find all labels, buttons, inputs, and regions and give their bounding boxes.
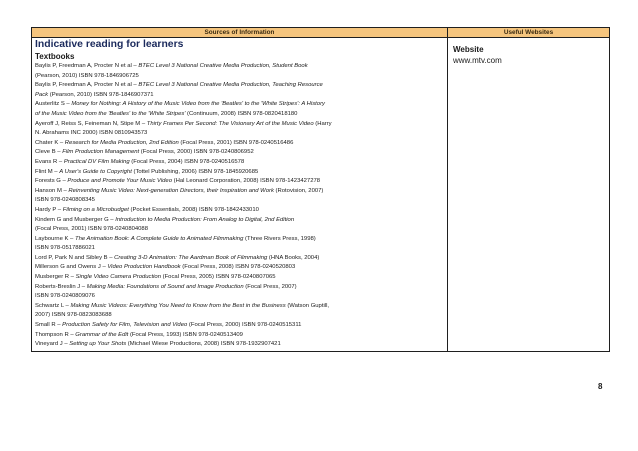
reading-title: BTEC Level 3 National Creative Media Production, Student Book [138, 63, 308, 69]
reading-list-item [35, 254, 445, 264]
reading-text: (Focal Press, 2007) [243, 283, 297, 290]
reading-text: Schwartz L – [35, 302, 71, 309]
reading-text: Forests G – [35, 178, 68, 185]
reading-text: Baylis P, Freedman A, Procter N et al – [35, 63, 139, 69]
reading-text: Chater K – [35, 139, 65, 146]
reading-text: (Pocket Essentials, 2008) ISBN 978-1842433010 [128, 206, 259, 213]
reading-title: Making Media: Foundations of Sound and Image Production [86, 283, 244, 290]
reading-title: Single Video Camera Production [75, 274, 161, 281]
reading-text: Vineyard J – [35, 341, 70, 348]
reading-text: Hardy P – [35, 206, 63, 213]
reading-list-item [35, 273, 445, 283]
reading-text: Millerson G and Owens J – [35, 264, 108, 271]
reading-title: Practical DV Film Making [63, 158, 130, 165]
reading-list-item [35, 292, 445, 302]
reading-list-item [35, 206, 445, 216]
reading-title: Introduction to Media Production: From Analog to Digital, 2nd Edition [115, 216, 295, 223]
reading-text: (Pearson, 2010) ISBN 978-1846907371 [48, 91, 154, 98]
reading-list-item [35, 72, 445, 82]
reading-text: Thompson R – [35, 331, 76, 338]
reading-list-item [35, 340, 445, 350]
reading-list-item [35, 91, 445, 101]
reading-text: (Continuum, 2008) ISBN 978-0820418180 [185, 110, 298, 117]
reading-text: (Hal Leonard Corporation, 2008) ISBN 978-1423427278 [172, 178, 321, 185]
reading-text: (Focal Press, 2001) ISBN 978-0240516486 [178, 139, 294, 146]
reading-text: Kindem G and Musberger G – [35, 216, 116, 223]
reading-text: (Rotovision, 2007) [273, 187, 324, 194]
reading-text: (HNA Books, 2004) [267, 254, 320, 261]
reading-list-item [35, 168, 445, 178]
reading-list-item [35, 311, 445, 321]
reading-text: ISBN 978-0240809076 [35, 293, 95, 300]
reading-title: Film Production Management [62, 149, 140, 156]
reading-text: (Watson Guptill, [285, 302, 330, 309]
reading-list-item [35, 110, 445, 120]
reading-list-item [35, 120, 445, 130]
reading-list-item [35, 263, 445, 273]
reading-text: Evans R – [35, 158, 64, 165]
reading-title: Thirty Frames Per Second: The Visionary Art of the Music Video [146, 120, 314, 127]
textbooks-subheading: Textbooks [35, 52, 75, 61]
reading-list-item [35, 100, 445, 110]
reading-text: (Focal Press, 2008) ISBN 978-0240520803 [180, 264, 296, 271]
reading-list-item [35, 331, 445, 341]
reading-title: Money for Nothing: A History of the Music Video from the 'Beatles' to the 'White Stripes': A History [71, 101, 325, 108]
section-heading: Indicative reading for learners [35, 39, 184, 50]
reading-title: Setting up Your Shots [69, 341, 127, 348]
reading-list-item [35, 158, 445, 168]
page-number: 8 [598, 382, 603, 391]
sources-table [31, 27, 610, 352]
reading-list-item [35, 129, 445, 139]
sources-cell [32, 38, 448, 352]
reading-text: (Focal Press, 2000) ISBN 978-0240806952 [139, 149, 254, 156]
reading-text: N. Abrahams INC 2000) ISBN 0810943573 [35, 130, 148, 137]
reading-text: Lord P, Park N and Sibley B – [35, 254, 115, 261]
reading-list-item [35, 62, 445, 72]
reading-text: Laybourne K – [35, 235, 75, 242]
reading-title: The Animation Book: A Complete Guide to Animated Filmmaking [74, 235, 244, 242]
reading-text: Ayeroff J, Reiss S, Feineman N, Stipe M – [35, 120, 147, 127]
reading-text: (Focal Press, 2000) ISBN 978-0240515311 [187, 322, 302, 329]
reading-title: Reinventing Music Video: Next-generation Directors, their Inspiration and Work [68, 187, 274, 194]
reading-list-item [35, 139, 445, 149]
header-sources: Sources of Information [32, 28, 448, 38]
reading-text: (Focal Press, 1993) ISBN 978-0240513409 [128, 331, 243, 338]
reading-list-item [35, 148, 445, 158]
reading-list-item [35, 244, 445, 254]
reading-list-item [35, 302, 445, 312]
reading-text: Flint M – [35, 168, 60, 175]
reading-text: Cleve B – [35, 149, 63, 156]
reading-list-item [35, 235, 445, 245]
reading-text: (Three Rivers Press, 1998) [243, 235, 316, 242]
reading-title: Pack [35, 91, 49, 98]
reading-text: (Tottel Publishing, 2006) ISBN 978-1845920685 [131, 168, 259, 175]
websites-cell [448, 38, 610, 352]
reading-title: of the Music Video from the 'Beatles' to the 'White Stripes' [35, 110, 186, 117]
reading-list-item [35, 187, 445, 197]
reading-text: ISBN 978-0240808345 [35, 197, 95, 204]
reading-list-item [35, 321, 445, 331]
reading-text: (Michael Wiese Productions, 2008) ISBN 978-1932907421 [126, 341, 281, 348]
reading-list [35, 62, 445, 350]
reading-text: Musberger R – [35, 274, 76, 281]
reading-title: Creating 3-D Animation: The Aardman Book of Filmmaking [114, 254, 268, 261]
website-label: Website [453, 45, 484, 54]
reading-title: Research for Media Production, 2nd Edition [64, 139, 179, 146]
reading-text: 2007) ISBN 978-0823083688 [35, 312, 112, 319]
reading-list-item [35, 225, 445, 235]
reading-text: Small R – [35, 322, 63, 329]
reading-title: BTEC Level 3 National Creative Media Production, Teaching Resource [138, 82, 323, 89]
header-websites: Useful Websites [448, 28, 610, 38]
reading-text: ISBN 978-0517886021 [35, 245, 95, 252]
reading-text: (Harry [313, 120, 332, 127]
reading-text: Roberts-Breslin J – [35, 283, 87, 290]
reading-title: Grammar of the Edit [75, 331, 129, 338]
table-body-row [32, 38, 610, 352]
reading-list-item [35, 177, 445, 187]
reading-text: (Focal Press, 2005) ISBN 978-0240807065 [160, 274, 276, 281]
reading-text: Baylis P, Freedman A, Procter N et al – [35, 82, 139, 89]
reading-list-item [35, 196, 445, 206]
reading-text: Austerlitz S – [35, 101, 72, 108]
reading-title: Making Music Videos: Everything You Need to Know from the Best in the Business [70, 302, 286, 309]
reading-title: Video Production Handbook [107, 264, 181, 271]
reading-text: (Focal Press, 2001) ISBN 978-0240804088 [35, 226, 148, 233]
table-header-row [32, 28, 610, 38]
reading-text: Hanson M – [35, 187, 69, 194]
reading-list-item [35, 216, 445, 226]
website-link[interactable]: www.mtv.com [453, 56, 502, 65]
reading-title: Production Safety for Film, Television and Video [62, 322, 188, 329]
reading-title: A User's Guide to Copyright [59, 168, 132, 175]
reading-text: (Pearson, 2010) ISBN 978-1846906725 [35, 72, 139, 79]
reading-text: (Focal Press, 2004) ISBN 978-0240516578 [129, 158, 245, 165]
reading-title: Filming on a Microbudget [62, 206, 129, 213]
reading-list-item [35, 283, 445, 293]
reading-list-item [35, 81, 445, 91]
reading-title: Produce and Promote Your Music Video [67, 178, 172, 185]
